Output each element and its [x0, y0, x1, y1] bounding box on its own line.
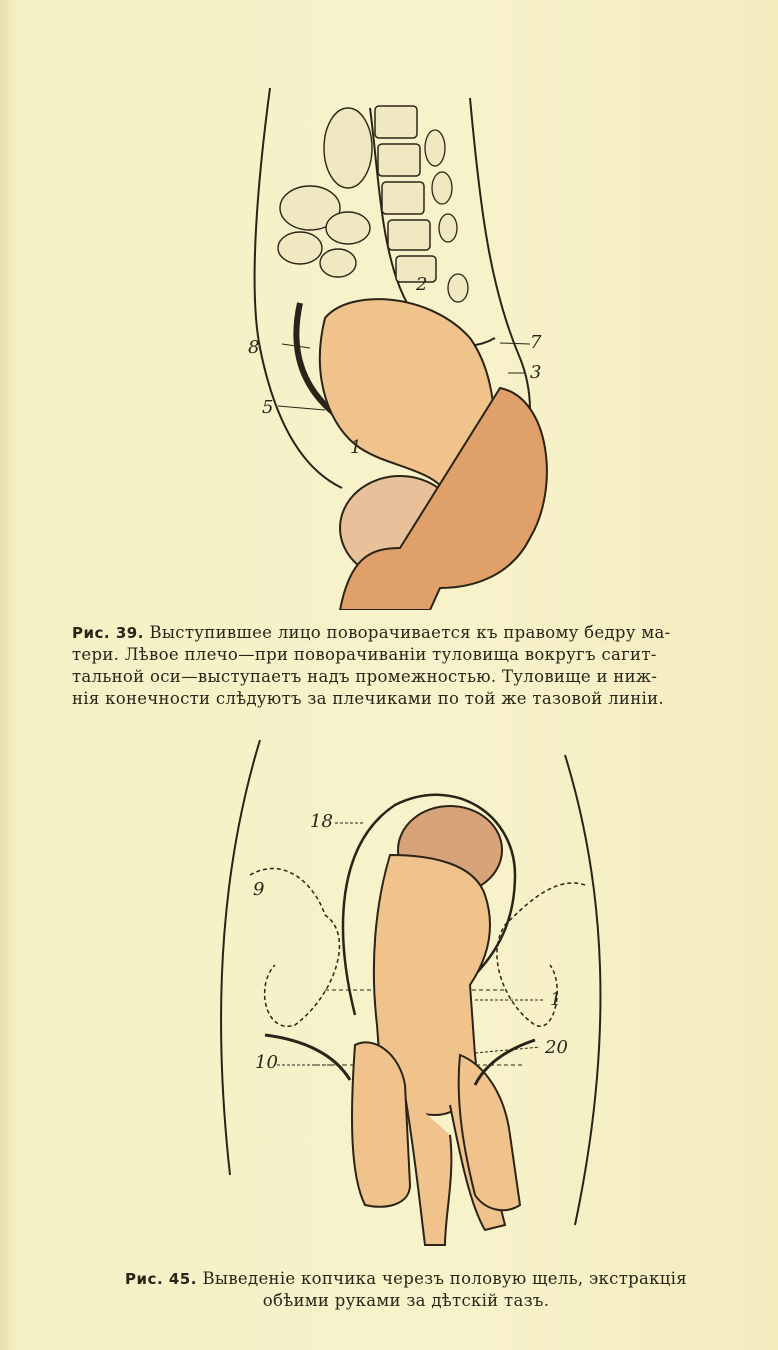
caption-39-line-3: тальной оси—выступаетъ надъ промежностью. Туловище и ниж-: [72, 667, 658, 686]
caption-45-label: Рис. 45.: [125, 1270, 197, 1288]
figure-45-caption: [72, 1268, 740, 1312]
caption-39-line-2: тери. Лѣвое плечо—при поворачиванiи туловища вокругъ сагит-: [72, 645, 657, 664]
callout-7: 7: [530, 332, 542, 353]
intestine-loops: [278, 108, 372, 277]
caption-39-label: Рис. 39.: [72, 624, 144, 642]
callout-5: 5: [262, 397, 274, 418]
callout-2: 2: [416, 274, 428, 295]
callout-10: 10: [255, 1052, 278, 1073]
caption-39-line-1: Выступившее лицо поворачивается къ правому бедру ма-: [149, 623, 671, 642]
figure-39-illustration: [230, 88, 570, 610]
caption-39-line-4: нiя конечности слѣдуютъ за плечиками по той же тазовой линiи.: [72, 689, 664, 708]
caption-45-line-1: Выведенiе копчика черезъ половую щель, экстракцiя: [202, 1269, 687, 1288]
pelvis-right-dashed: [497, 883, 585, 1026]
callout-9: 9: [253, 879, 265, 900]
figure-39-caption: [72, 622, 740, 710]
maternal-left-hip: [221, 740, 260, 1175]
callout-8: 8: [248, 337, 260, 358]
maternal-right-hip: [565, 755, 600, 1225]
caption-45-line-2: обѣими руками за дѣтскiй тазъ.: [262, 1291, 550, 1310]
callout-18: 18: [310, 811, 333, 832]
figure-45-illustration: [205, 735, 625, 1260]
callout-3: 3: [530, 362, 542, 383]
callout-20: 20: [545, 1037, 568, 1058]
vertebrae: [375, 106, 436, 282]
callout-1: 1: [550, 989, 562, 1010]
callout-1: 1: [350, 437, 362, 458]
